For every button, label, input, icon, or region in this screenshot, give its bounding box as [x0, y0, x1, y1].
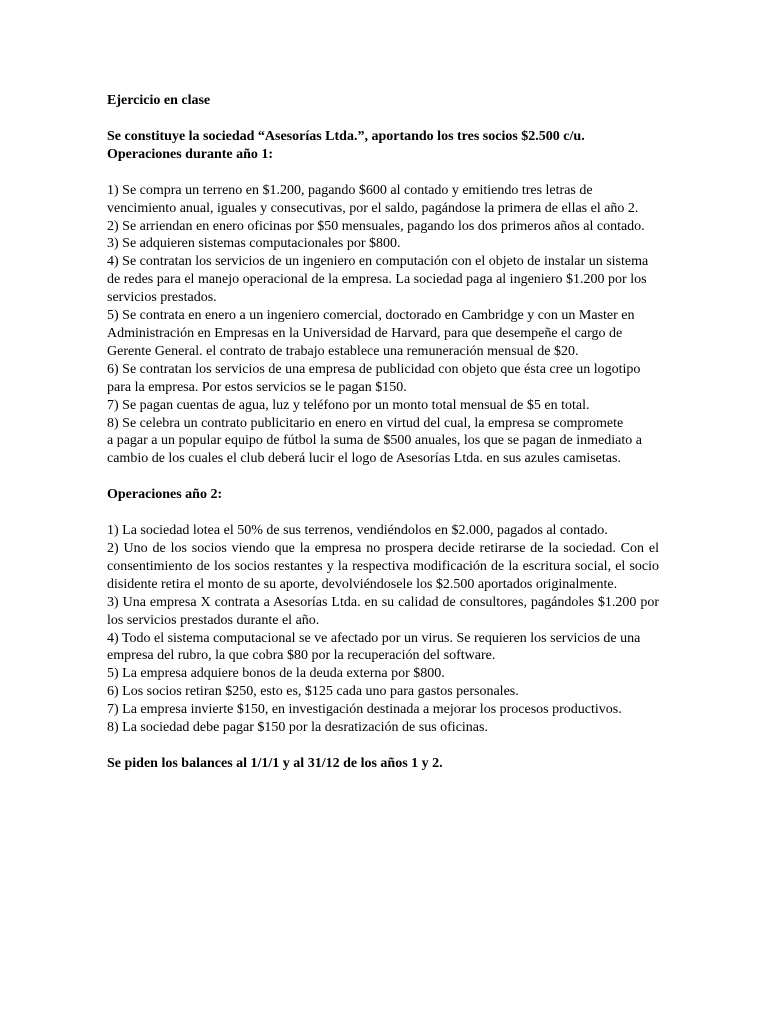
year2-item-1: 1) La sociedad lotea el 50% de sus terrenos, vendiéndolos en $2.000, pagados al contado.: [107, 523, 608, 539]
intro-statement: Se constituye la sociedad “Asesorías Ltda.”, aportando los tres socios $2.500 c/u.: [107, 128, 585, 144]
year1-item-7: 7) Se pagan cuentas de agua, luz y teléfono por un monto total mensual de $5 en total.: [107, 397, 590, 413]
year2-item-8: 8) La sociedad debe pagar $150 por la desratización de sus oficinas.: [107, 720, 488, 736]
year1-heading: Operaciones durante año 1:: [107, 146, 274, 162]
year2-item-5: 5) La empresa adquiere bonos de la deuda externa por $800.: [107, 666, 445, 682]
spacer: [107, 737, 659, 755]
year1-item-6: 6) Se contratan los servicios de una empresa de publicidad con objeto que ésta cree un logotipo para la empresa. Por estos servicios se le pagan $150.: [107, 361, 641, 395]
year2-item-7: 7) La empresa invierte $150, en investigación destinada a mejorar los procesos productivos.: [107, 702, 622, 718]
year1-item-8-continuation: a pagar a un popular equipo de fútbol la suma de $500 anuales, los que se pagan de inmediato a cambio de los cuales el club deberá lucir el logo de Asesorías Ltda. en sus azules camisetas.: [107, 433, 642, 467]
year2-item-4: 4) Todo el sistema computacional se ve afectado por un virus. Se requieren los servicios de una empresa del rubro, la que cobra $80 por la recuperación del software.: [107, 630, 641, 664]
year2-item-3: 3) Una empresa X contrata a Asesorías Ltda. en su calidad de consultores, pagándoles $1.200 por los servicios prestados durante el año.: [107, 594, 659, 628]
spacer: [107, 504, 659, 522]
year1-item-1: 1) Se compra un terreno en $1.200, pagando $600 al contado y emitiendo tres letras de vencimiento anual, iguales y consecutivas, por el saldo, pagándose la primera de ellas el año 2.: [107, 182, 639, 216]
spacer: [107, 164, 659, 182]
spacer: [107, 468, 659, 486]
year1-item-5: 5) Se contrata en enero a un ingeniero comercial, doctorado en Cambridge y con un Master en Administración en Empresas en la Universidad de Harvard, para que desempeñe el cargo de Gerente General. el contrato de trabajo establece una remuneración mensual de $20.: [107, 308, 635, 359]
document-title: Ejercicio en clase: [107, 93, 211, 108]
closing-request: Se piden los balances al 1/1/1 y al 31/12 de los años 1 y 2.: [107, 756, 443, 771]
year1-item-3: 3) Se adquieren sistemas computacionales por $800.: [107, 236, 401, 252]
spacer: [107, 110, 659, 128]
year2-item-6: 6) Los socios retiran $250, esto es, $125 cada uno para gastos personales.: [107, 684, 519, 700]
year1-operations-list: [107, 182, 659, 469]
document-body: [107, 92, 659, 773]
year1-item-8: 8) Se celebra un contrato publicitario en enero en virtud del cual, la empresa se compromete: [107, 415, 624, 431]
year2-heading: Operaciones año 2:: [107, 487, 223, 503]
year1-item-4: 4) Se contratan los servicios de un ingeniero en computación con el objeto de instalar un sistema de redes para el manejo operacional de la empresa. La sociedad paga al ingeniero $1.200 por los servicios prestados.: [107, 254, 649, 306]
year1-item-2: 2) Se arriendan en enero oficinas por $50 mensuales, pagando los dos primeros años al contado.: [107, 218, 645, 234]
year2-operations-list: [107, 522, 659, 737]
year2-item-2: 2) Uno de los socios viendo que la empresa no prospera decide retirarse de la sociedad. Con el consentimiento de los socios restantes y la respectiva modificación de la escritura social, el socio disidente retira el monto de su aporte, devolviéndosele los $2.500 aportados originalmente.: [107, 541, 659, 592]
